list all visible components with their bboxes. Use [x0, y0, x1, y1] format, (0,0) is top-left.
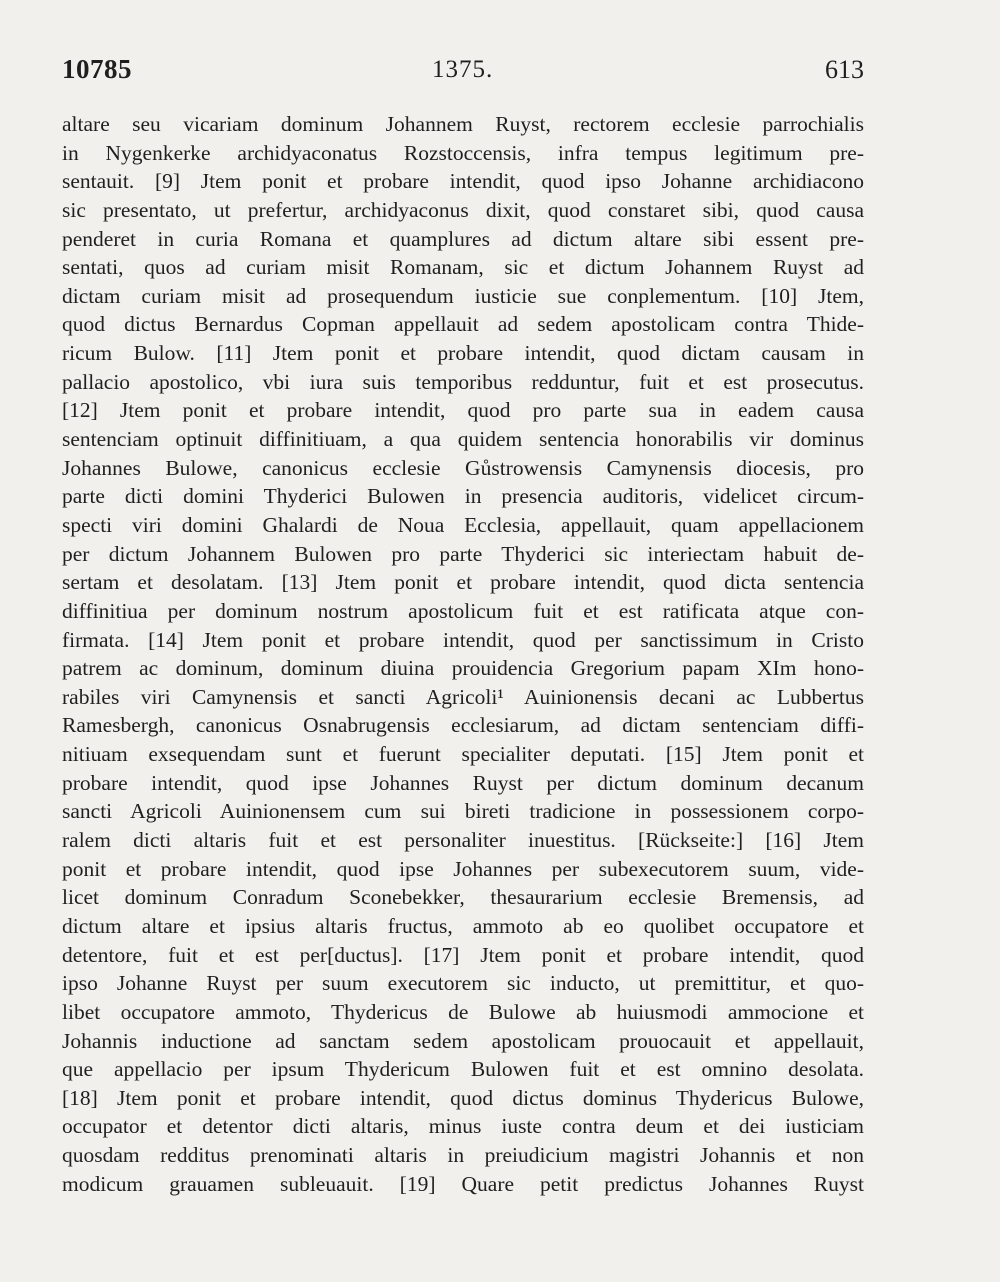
year-heading: 1375.	[432, 56, 494, 83]
text-line: sentenciam optinuit diffinitiuam, a qua quidem sentencia honorabilis vir dominus	[62, 427, 864, 452]
text-line: Johannis inductione ad sanctam sedem apostolicam prouocauit et appellauit,	[62, 1028, 864, 1053]
text-line: penderet in curia Romana et quamplures ad dictum altare sibi essent pre-	[62, 226, 864, 251]
text-line: dictam curiam misit ad prosequendum iusticie sue conplementum. [10] Jtem,	[62, 283, 864, 308]
text-line: pallacio apostolico, vbi iura suis temporibus redduntur, fuit et est prosecutus.	[62, 369, 864, 394]
text-line: nitiuam exsequendam sunt et fuerunt specialiter deputati. [15] Jtem ponit et	[62, 742, 864, 767]
text-line: firmata. [14] Jtem ponit et probare intendit, quod per sanctissimum in Cristo	[62, 627, 864, 652]
text-line: [12] Jtem ponit et probare intendit, quod pro parte sua in eadem causa	[62, 398, 864, 423]
text-line: modicum grauamen subleuauit. [19] Quare petit predictus Johannes Ruyst	[62, 1171, 864, 1196]
main-text	[62, 110, 864, 1198]
text-line: sic presentato, ut prefertur, archidyaconus dixit, quod constaret sibi, quod causa	[62, 197, 864, 222]
text-line: probare intendit, quod ipse Johannes Ruyst per dictum dominum decanum	[62, 770, 864, 795]
text-line: Ramesbergh, canonicus Osnabrugensis ecclesiarum, ad dictam sentenciam diffi-	[62, 713, 864, 738]
text-line: ponit et probare intendit, quod ipse Johannes per subexecutorem suum, vide-	[62, 856, 864, 881]
document-number: 10785	[62, 54, 132, 84]
text-line: quosdam redditus prenominati altaris in preiudicium magistri Johannis et non	[62, 1143, 864, 1168]
text-line: [18] Jtem ponit et probare intendit, quod dictus dominus Thydericus Bulowe,	[62, 1085, 864, 1110]
text-line: libet occupatore ammoto, Thydericus de Bulowe ab huiusmodi ammocione et	[62, 999, 864, 1024]
text-line: ipso Johanne Ruyst per suum executorem sic inducto, ut premittitur, et quo-	[62, 971, 864, 996]
text-line: licet dominum Conradum Sconebekker, thesaurarium ecclesie Bremensis, ad	[62, 885, 864, 910]
text-line: sertam et desolatam. [13] Jtem ponit et probare intendit, quod dicta sentencia	[62, 570, 864, 595]
text-line: parte dicti domini Thyderici Bulowen in presencia auditoris, videlicet circum-	[62, 484, 864, 509]
text-line: altare seu vicariam dominum Johannem Ruyst, rectorem ecclesie parrochialis	[62, 112, 864, 136]
text-line: diffinitiua per dominum nostrum apostolicum fuit et est ratificata atque con-	[62, 598, 864, 623]
text-line: in Nygenkerke archidyaconatus Rozstoccensis, infra tempus legitimum pre-	[62, 140, 864, 165]
text-line: patrem ac dominum, dominum diuina prouidencia Gregorium papam XIm hono-	[62, 656, 864, 681]
running-header	[62, 54, 864, 94]
text-line: sentati, quos ad curiam misit Romanam, sic et dictum Johannem Ruyst ad	[62, 255, 864, 280]
text-line: specti viri domini Ghalardi de Noua Ecclesia, appellauit, quam appellacionem	[62, 512, 864, 537]
text-line: Johannes Bulowe, canonicus ecclesie Gůstrowensis Camynensis diocesis, pro	[62, 455, 864, 480]
text-line: rabiles viri Camynensis et sancti Agricoli¹ Auinionensis decani ac Lubbertus	[62, 684, 864, 709]
page-number: 613	[825, 55, 864, 84]
text-line: dictum altare et ipsius altaris fructus, ammoto ab eo quolibet occupatore et	[62, 913, 864, 938]
text-line: per dictum Johannem Bulowen pro parte Thyderici sic interiectam habuit de-	[62, 541, 864, 566]
text-line: ricum Bulow. [11] Jtem ponit et probare intendit, quod dictam causam in	[62, 341, 864, 366]
text-line: ralem dicti altaris fuit et est personaliter inuestitus. [Rückseite:] [16] Jtem	[62, 828, 864, 853]
text-line: occupator et detentor dicti altaris, minus iuste contra deum et dei iusticiam	[62, 1114, 864, 1139]
text-line: detentore, fuit et est per[ductus]. [17] Jtem ponit et probare intendit, quod	[62, 942, 864, 967]
text-line: quod dictus Bernardus Copman appellauit ad sedem apostolicam contra Thide-	[62, 312, 864, 337]
text-line: sancti Agricoli Auinionensem cum sui bireti tradicione in possessionem corpo-	[62, 799, 864, 824]
text-line: que appellacio per ipsum Thydericum Bulowen fuit et est omnino desolata.	[62, 1057, 864, 1082]
text-line: sentauit. [9] Jtem ponit et probare intendit, quod ipso Johanne archidiacono	[62, 169, 864, 194]
